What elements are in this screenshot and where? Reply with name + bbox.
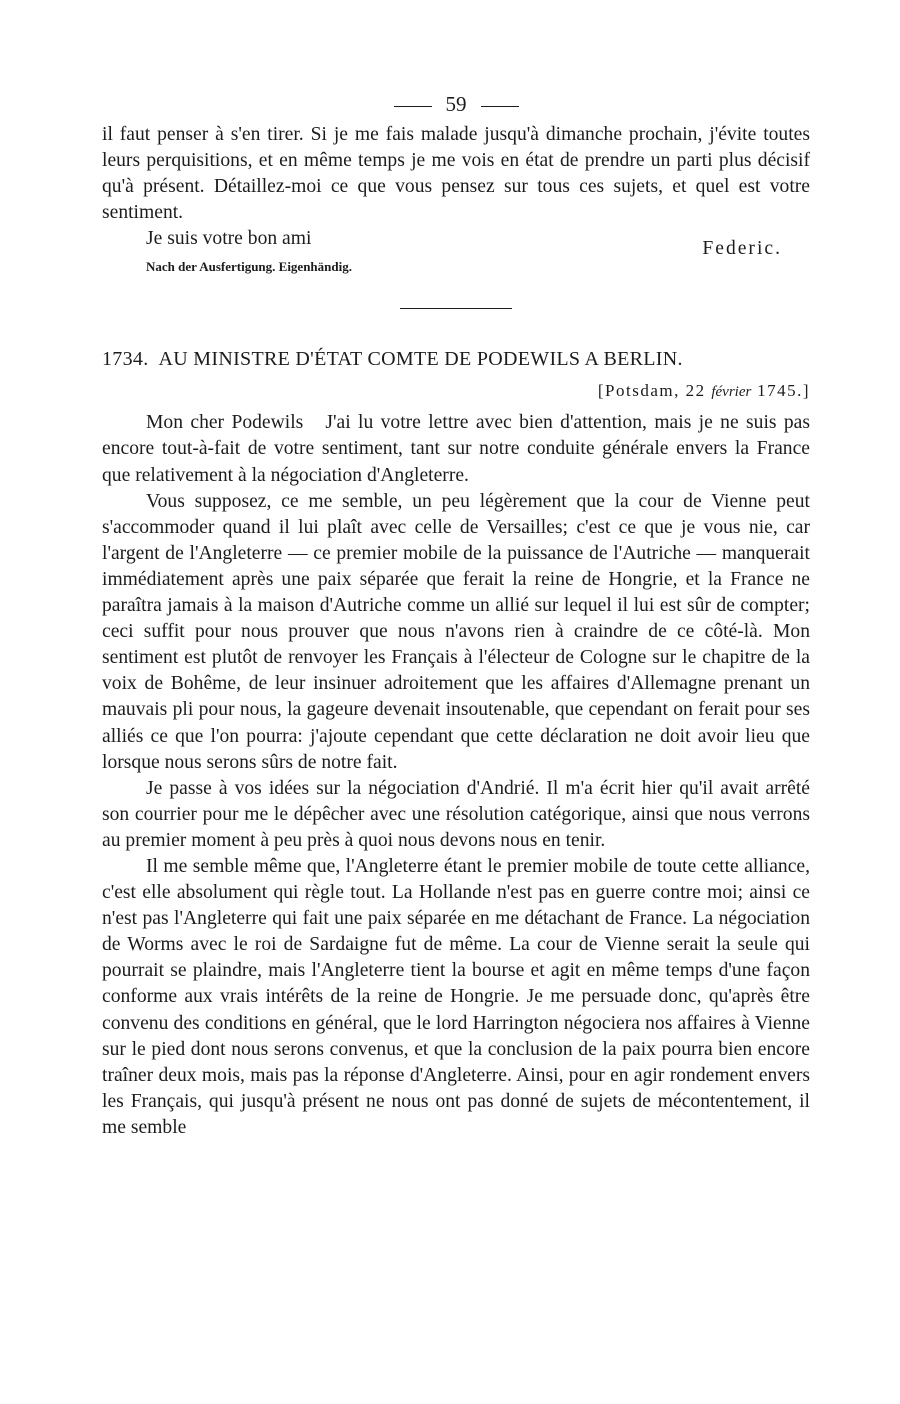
letter-paragraph: Je passe à vos idées sur la négociation d'Andrié. Il m'a écrit hier qu'il avait arrêté son courrier pour me le dépêcher avec une résolution catégorique, ainsi que nous verrons au premier moment à peu près à quoi nous devons nous en tenir. [102,777,810,851]
previous-letter-ending [102,122,810,226]
section-divider [400,308,512,309]
letter-number: 1734. [102,348,149,371]
letter-dateline [102,379,810,404]
dateline-year: 1745.] [751,381,810,401]
dateline-place: [Potsdam, 22 [597,381,712,401]
letter-title: AU MINISTRE D'ÉTAT COMTE DE PODEWILS A BERLIN. [158,348,683,371]
letter-paragraph: Vous supposez, ce me semble, un peu légèrement que la cour de Vienne peut s'accommoder quand il lui plaît avec celle de Versailles; c'est ce que je vous nie, car l'argent de l'Angleterre — ce premier mobile de la puissance de l'Autriche — manquerait immédiatement après une paix séparée que ferait la reine de Hongrie, et la France ne paraîtra jamais à la maison d'Autriche comme un allié sur lequel il lui est sûr de compter; ceci suffit pour nous prouver que nous n'avons rien à craindre de ce côté-là. Mon sentiment est plutôt de renvoyer les Français à l'électeur de Cologne sur le chapitre de la voix de Bohême, de leur insinuer adroitement que les affaires d'Allemagne prenant un mauvais pli pour nous, la gageure devenait insoutenable, que cependant on ferait pour ses alliés ce que l'on pourra: j'ajoute cependant que cette déclaration ne doit avoir lieu que lorsque nous serons sûrs de notre fait. [102,490,810,773]
page-number-value: 59 [445,92,467,116]
letter-body [102,410,810,1141]
closing-row [102,226,810,260]
dateline-month: février [711,384,752,401]
source-note: Nach der Ausfertigung. Eigenhändig. [146,259,352,275]
page-number-dash-right [481,106,519,107]
paragraph-text: J'ai lu votre lettre avec bien d'attention, mais je ne suis pas encore tout-à-fait de votre sentiment, tant sur notre conduite générale envers la France que relativement à la négociation d'Angleterre. [102,412,810,486]
letter-paragraph: Il me semble même que, l'Angleterre étant le premier mobile de toute cette alliance, c'est elle absolument qui règle tout. La Hollande n'est pas en guerre contre moi; ainsi ce n'est pas l'Angleterre qui fait une paix séparée en me détachant de France. La négociation de Worms avec le roi de Sardaigne fut de même. La cour de Vienne serait la seule qui pourrait se plaindre, mais l'Angleterre tient la bourse et agit en même temps d'une façon conforme aux vrais intérêts de la reine de Hongrie. Je me persuade donc, qu'après être convenu des conditions en général, que le lord Harrington négociera nos affaires à Vienne sur le pied dont nous serons convenus, et que la conclusion de la paix pourra bien encore traîner deux mois, mais pas la réponse d'Angleterre. Ainsi, pour en agir rondement envers les Français, qui jusqu'à présent ne nous ont pas donné de sujets de mécontentement, il me semble [102,855,810,1138]
salutation: Mon cher Podewils [146,412,304,434]
letter-heading [102,345,810,373]
signature: Federic. [702,238,782,260]
closing-formula: Je suis votre bon ami [146,228,312,250]
letter-paragraph [102,410,810,488]
page-number-dash-left [394,106,432,107]
book-page [102,86,810,1141]
page-number [102,86,810,122]
continuation-paragraph: il faut penser à s'en tirer. Si je me fais malade jusqu'à dimanche prochain, j'évite toutes leurs perquisitions, et en même temps je me vois en état de prendre un parti plus décisif qu'à présent. Détaillez-moi ce que vous pensez sur tous ces sujets, et quel est votre sentiment. [102,124,810,224]
